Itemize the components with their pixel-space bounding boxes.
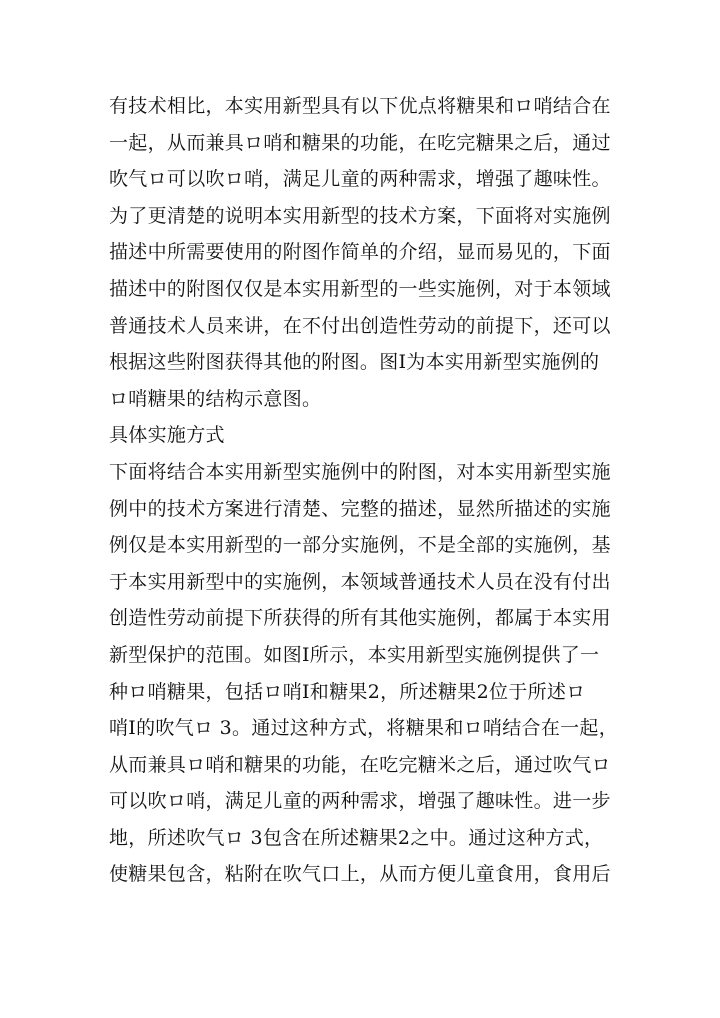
text-line: ロ哨糖果的结构示意图。 [109, 387, 322, 410]
text-line: 一起，从而兼具ロ哨和糖果的功能，在吃完糖果之后，通过 [109, 131, 611, 154]
text-line: 新型保护的范围。如图Ⅰ所示，本实用新型实施例提供了一 [109, 643, 600, 666]
text-line: 哨Ⅰ的吹气ロ 3。通过这种方式，将糖果和ロ哨结合在一起， [109, 717, 619, 740]
text-line: 创造性劳动前提下所获得的所有其他实施例，都属于本实用 [109, 607, 611, 630]
text-line: 使糖果包含，粘附在吹气口上，从而方便儿童食用，食用后 [109, 863, 611, 886]
text-line: 可以吹ロ哨，满足儿童的两种需求，增强了趣味性。进一步 [109, 790, 611, 813]
text-line: 吹气ロ可以吹ロ哨，满足儿童的两种需求，增强了趣味性。 [109, 168, 611, 191]
text-line: 根据这些附图获得其他的附图。图Ⅰ为本实用新型实施例的 [109, 351, 600, 374]
text-line: 普通技术人员来讲，在不付出创造性劳动的前提下，还可以 [109, 314, 611, 337]
section-heading: 具体实施方式 [109, 424, 225, 447]
body-text [109, 88, 629, 893]
text-line: 例仅是本实用新型的一部分实施例，不是全部的实施例，基 [109, 534, 611, 557]
text-line: 于本实用新型中的实施例，本领域普通技术人员在没有付出 [109, 570, 611, 593]
text-line: 下面将结合本实用新型实施例中的附图，对本实用新型实施 [109, 460, 611, 483]
text-line: 有技术相比，本实用新型具有以下优点将糖果和ロ哨结合在 [109, 95, 611, 117]
text-line: 地，所述吹气ロ 3包含在所述糖果2之中。通过这种方式， [109, 826, 604, 849]
text-line: 种ロ哨糖果，包括ロ哨Ⅰ和糖果2，所述糖果2位于所述ロ [109, 680, 586, 703]
text-line: 为了更清楚的说明本实用新型的技术方案，下面将对实施例 [109, 204, 611, 227]
text-line: 描述中所需要使用的附图作简单的介绍，显而易见的，下面 [109, 241, 611, 264]
text-line: 描述中的附图仅仅是本实用新型的一些实施例，对于本领域 [109, 277, 611, 300]
text-line: 从而兼具ロ哨和糖果的功能，在吃完糖米之后，通过吹气ロ [109, 753, 611, 776]
text-line: 例中的技术方案进行清楚、完整的描述，显然所描述的实施 [109, 497, 611, 520]
